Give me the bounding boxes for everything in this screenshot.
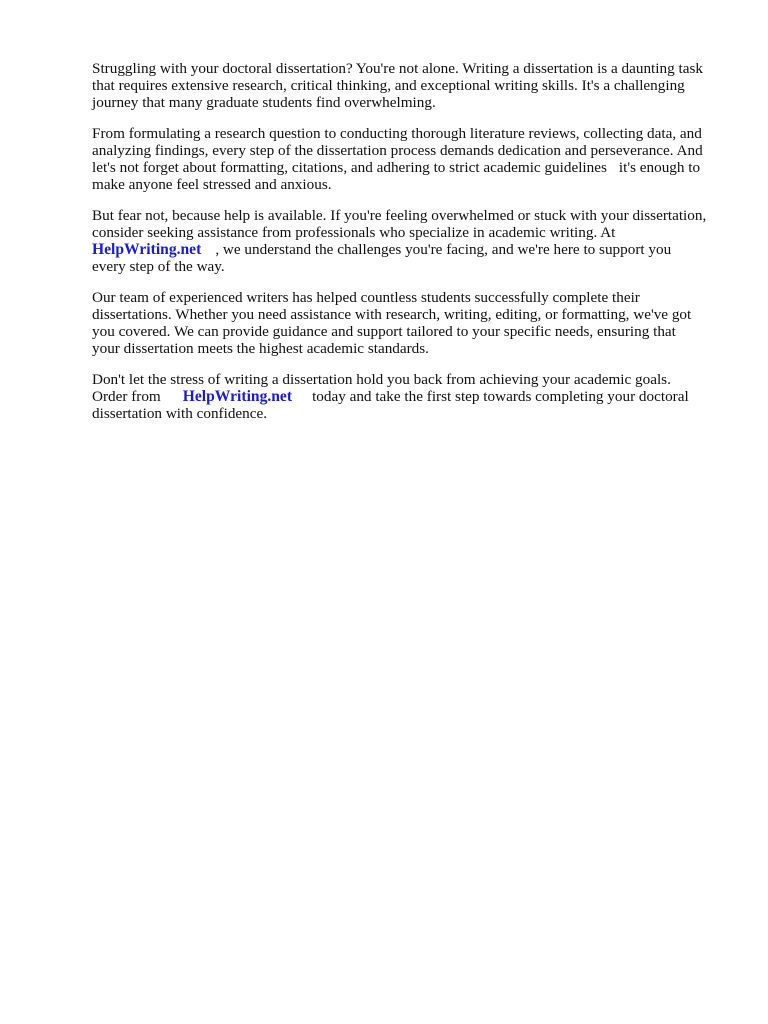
paragraph-line: Don't let the stress of writing a dissertation hold you back from achieving your academic goals.: [92, 371, 671, 388]
paragraph-2: [92, 125, 732, 193]
paragraph-text: Order from: [92, 388, 161, 405]
paragraph-line: your dissertation meets the highest academic standards.: [92, 340, 429, 357]
paragraph-line: every step of the way.: [92, 258, 225, 275]
paragraph-text: it's enough to: [618, 159, 701, 176]
paragraph-line: that requires extensive research, critical thinking, and exceptional writing skills. It's a challenging: [92, 77, 685, 94]
paragraph-3: [92, 207, 732, 275]
paragraph-line: But fear not, because help is available. If you're feeling overwhelmed or stuck with your dissertation,: [92, 207, 707, 224]
paragraph-line: Our team of experienced writers has helped countless students successfully complete their: [92, 289, 640, 306]
paragraph-text: let's not forget about formatting, citations, and adhering to strict academic guidelines: [92, 159, 607, 176]
paragraph-line: consider seeking assistance from professionals who specialize in academic writing. At: [92, 224, 616, 241]
paragraph-text: , we understand the challenges you're facing, and we're here to support you: [215, 241, 672, 258]
paragraph-1: [92, 60, 732, 111]
paragraph-4: [92, 289, 732, 357]
paragraph-line: analyzing findings, every step of the dissertation process demands dedication and perseverance. And: [92, 142, 703, 159]
paragraph-5: [92, 371, 732, 422]
paragraph-line: Struggling with your doctoral dissertation? You're not alone. Writing a dissertation is a daunting task: [92, 60, 703, 77]
paragraph-line: From formulating a research question to conducting thorough literature reviews, collecting data, and: [92, 125, 702, 142]
helpwriting-link[interactable]: HelpWriting.net: [92, 241, 202, 258]
paragraph-line: [92, 241, 732, 258]
paragraph-line: make anyone feel stressed and anxious.: [92, 176, 332, 193]
helpwriting-link[interactable]: HelpWriting.net: [182, 388, 293, 405]
paragraph-line: dissertations. Whether you need assistance with research, writing, editing, or formatting, we've got: [92, 306, 692, 323]
paragraph-line: you covered. We can provide guidance and support tailored to your specific needs, ensuring that: [92, 323, 676, 340]
paragraph-line: dissertation with confidence.: [92, 405, 268, 422]
document-body: [92, 60, 732, 436]
paragraph-line: [92, 388, 732, 405]
paragraph-line: journey that many graduate students find overwhelming.: [92, 94, 436, 111]
paragraph-text: today and take the first step towards completing your doctoral: [312, 388, 689, 405]
paragraph-line: [92, 159, 732, 176]
